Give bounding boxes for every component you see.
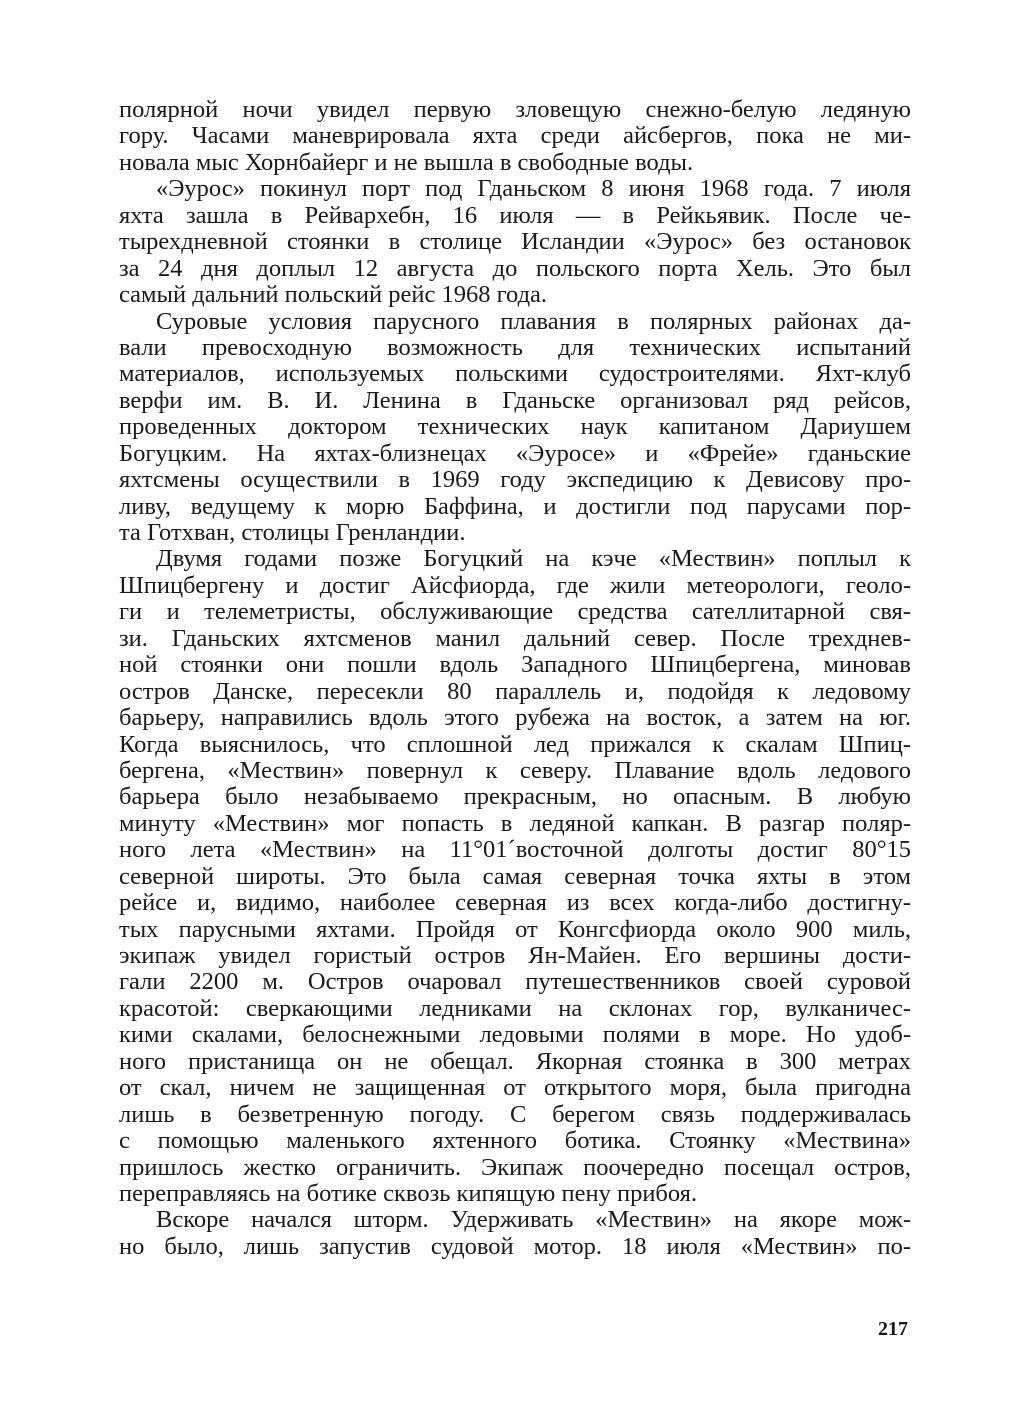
text-line: но было, лишь запустив судовой мотор. 18 июля «Мествин» по-: [119, 1233, 911, 1260]
text-line: Двумя годами позже Богуцкий на кэче «Мествин» поплыл к: [156, 546, 911, 573]
text-line: гору. Часами маневрировала яхта среди айсбергов, пока не ми-: [119, 123, 911, 150]
text-line: Богуцким. На яхтах-близнецах «Эуросе» и «Фрейе» гданьские: [119, 440, 911, 467]
paragraph: [119, 97, 911, 176]
text-line: с помощью маленького яхтенного ботика. Стоянку «Мествина»: [119, 1128, 911, 1155]
text-line: ного лета «Мествин» на 11°01´восточной долготы достиг 80°15: [119, 837, 911, 864]
text-line: самый дальний польский рейс 1968 года.: [119, 282, 548, 309]
text-line: Вскоре начался шторм. Удерживать «Мествин» на якоре мож-: [156, 1207, 911, 1234]
text-line: переправляясь на ботике сквозь кипящую пену прибоя.: [119, 1180, 698, 1207]
text-line: та Готхван, столицы Гренландии.: [119, 520, 466, 546]
text-line: верфи им. В. И. Ленина в Гданьске организовал ряд рейсов,: [119, 387, 911, 414]
text-line: кими скалами, белоснежными ледовыми полями в море. Но удоб-: [119, 1022, 911, 1049]
paragraph: [119, 309, 911, 547]
text-line: яхтсмены осуществили в 1969 году экспедицию к Девисову про-: [119, 467, 911, 494]
text-line: барьера было незабываемо прекрасным, но опасным. В любую: [119, 784, 911, 811]
text-line: северной широты. Это была самая северная точка яхты в этом: [119, 863, 911, 890]
text-line: «Эурос» покинул порт под Гданьском 8 июня 1968 года. 7 июля: [156, 176, 911, 203]
text-line: зи. Гданьских яхтсменов манил дальний север. После трехднев-: [119, 625, 911, 652]
text-line: остров Данске, пересекли 80 параллель и, подойдя к ледовому: [119, 678, 911, 705]
text-line: новала мыс Хорнбайерг и не вышла в свободные воды.: [119, 149, 694, 176]
text-line: Когда выяснилось, что сплошной лед прижался к скалам Шпиц-: [119, 731, 911, 758]
text-line: от скал, ничем не защищенная от открытого моря, была пригодна: [119, 1075, 911, 1102]
text-line: бергена, «Мествин» повернул к северу. Плавание вдоль ледового: [119, 757, 911, 784]
text-line: материалов, используемых польскими судостроителями. Яхт-клуб: [119, 361, 911, 388]
text-line: красотой: сверкающими ледниками на склонах гор, вулканичес-: [119, 995, 911, 1022]
book-page-text: [119, 97, 911, 1260]
text-line: Суровые условия парусного плавания в полярных районах да-: [156, 308, 911, 335]
text-line: пришлось жестко ограничить. Экипаж поочередно посещал остров,: [119, 1154, 911, 1181]
text-line: вали превосходную возможность для технических испытаний: [119, 334, 911, 361]
text-line: тых парусными яхтами. Пройдя от Конгсфиорда около 900 миль,: [119, 916, 911, 943]
text-line: тырехдневной стоянки в столице Исландии «Эурос» без остановок: [119, 229, 911, 256]
paragraph: [119, 546, 911, 1207]
text-line: ного пристанища он не обещал. Якорная стоянка в 300 метрах: [119, 1048, 911, 1075]
text-line: ги и телеметристы, обслуживающие средства сателлитарной свя-: [119, 599, 911, 626]
text-line: минуту «Мествин» мог попасть в ледяной капкан. В разгар поляр-: [119, 810, 911, 837]
text-line: полярной ночи увидел первую зловещую снежно-белую ледяную: [119, 97, 911, 123]
text-line: экипаж увидел гористый остров Ян-Майен. Его вершины дости-: [119, 943, 911, 969]
text-line: Шпицбергену и достиг Айсфиорда, где жили метеорологи, геоло-: [119, 572, 911, 599]
text-line: гали 2200 м. Остров очаровал путешественников своей суровой: [119, 969, 911, 996]
text-line: рейсе и, видимо, наиболее северная из всех когда-либо достигну-: [119, 890, 911, 917]
text-line: ной стоянки они пошли вдоль Западного Шпицбергена, миновав: [119, 652, 911, 679]
text-line: ливу, ведущему к морю Баффина, и достигли под парусами пор-: [119, 493, 911, 520]
text-line: за 24 дня доплыл 12 августа до польского порта Хель. Это был: [119, 255, 911, 282]
paragraph: [119, 176, 911, 308]
text-line: проведенных доктором технических наук капитаном Дариушем: [119, 414, 911, 441]
text-line: яхта зашла в Рейвархебн, 16 июля — в Рейкьявик. После че-: [119, 202, 911, 229]
text-line: лишь в безветренную погоду. С берегом связь поддерживалась: [119, 1101, 911, 1128]
page-number: 217: [878, 1318, 908, 1340]
text-line: барьеру, направились вдоль этого рубежа на восток, а затем на юг.: [119, 705, 911, 732]
paragraph: [119, 1207, 911, 1260]
